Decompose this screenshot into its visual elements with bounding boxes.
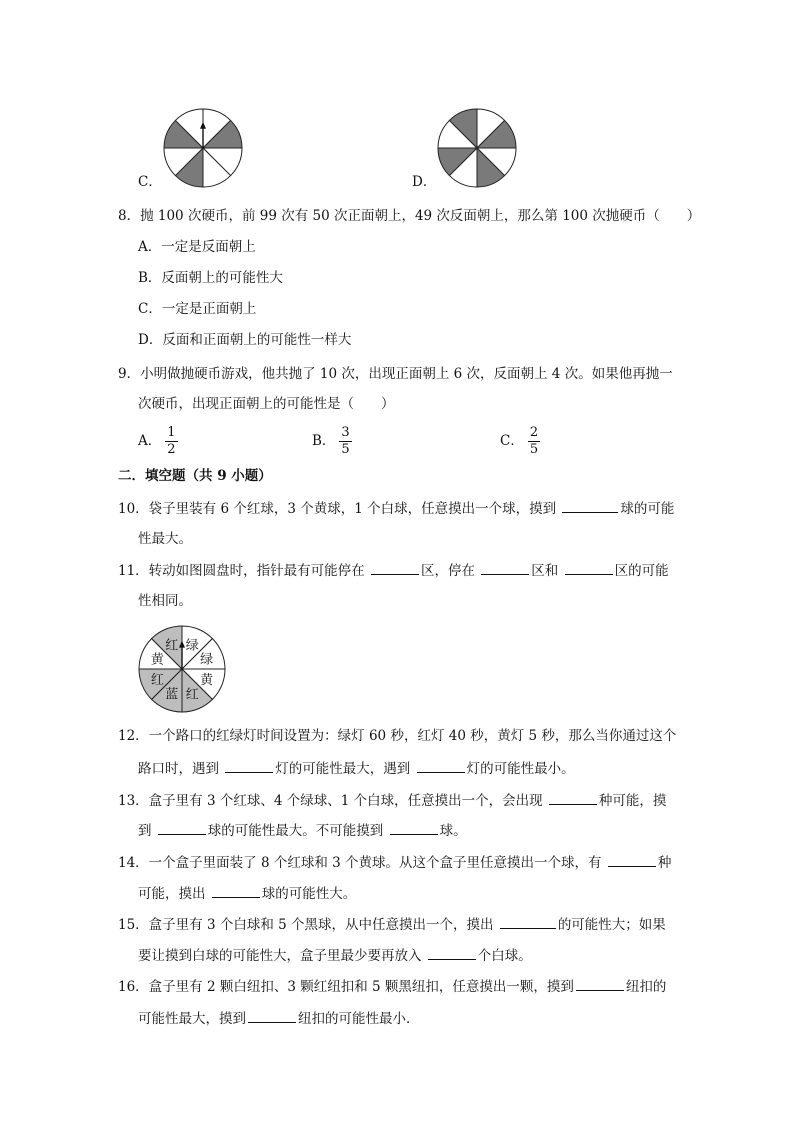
q16-blank-1[interactable]	[576, 976, 624, 991]
fraction-a	[165, 425, 177, 458]
q11-blank-2[interactable]	[481, 560, 529, 575]
wheel-sector-label: 绿	[185, 638, 199, 654]
q16-text-4: 纽扣的可能性最小．	[298, 1011, 420, 1027]
q14-blank-2[interactable]	[212, 883, 260, 898]
fraction-b	[339, 425, 351, 458]
q14-text-1: 14．一个盒子里面装了 8 个红球和 3 个黄球。从这个盒子里任意摸出一个球，有	[118, 855, 606, 871]
option-d-label: D．	[412, 174, 437, 190]
fraction-a-numerator: 1	[167, 425, 176, 440]
q13-text-5: 球。	[439, 823, 467, 839]
q16-text-1: 16．盒子里有 2 颗白纽扣、3 颗红纽扣和 5 颗黑纽扣，任意摸出一颗，摸到	[118, 979, 574, 995]
q16-blank-2[interactable]	[248, 1008, 296, 1023]
q13-text-4: 球的可能性最大。不可能摸到	[207, 823, 388, 839]
q11-line2: 性相同。	[138, 593, 192, 609]
fraction-c-denominator: 5	[529, 442, 539, 457]
q11-blank-1[interactable]	[371, 560, 419, 575]
q15-text-3: 要让摸到白球的可能性大，盒子里最少要再放入	[138, 948, 426, 964]
q9-option-c	[500, 424, 540, 458]
wheel-sector-label: 黄	[150, 652, 164, 668]
q13-line2	[138, 820, 467, 841]
q13-blank-2[interactable]	[158, 820, 206, 835]
q12-text-4: 灯的可能性最小。	[466, 761, 575, 777]
q9-stem-line2: 次硬币，出现正面朝上的可能性是（ ）	[138, 396, 395, 412]
option-d-wheel	[436, 107, 518, 189]
q10-text-1: 10．袋子里装有 6 个红球，3 个黄球，1 个白球，任意摸出一个球，摸到	[118, 501, 561, 517]
q16-line2	[138, 1008, 420, 1029]
q10-line2: 性最大。	[138, 531, 192, 547]
q15-text-2: 的可能性大；如果	[557, 917, 666, 933]
q11-text-2: 区，停在	[420, 563, 480, 579]
q14-blank-1[interactable]	[608, 852, 656, 867]
option-c-label: C．	[138, 174, 162, 190]
wheel-sector-label: 绿	[200, 652, 214, 668]
wheel-sector-label: 红	[150, 673, 164, 689]
q9-option-a	[138, 424, 178, 458]
q15-text-1: 15．盒子里有 3 个白球和 5 个黑球，从中任意摸出一个，摸出	[118, 917, 498, 933]
q13-text-3: 到	[138, 823, 156, 839]
fraction-b-denominator: 5	[341, 442, 350, 457]
q8-option-c: C．一定是正面朝上	[138, 301, 257, 317]
q11-line1	[118, 560, 669, 581]
q12-line1: 12．一个路口的红绿灯时间设置为：绿灯 60 秒，红灯 40 秒，黄灯 5 秒，那么当你通过这个	[118, 728, 677, 744]
q12-blank-2[interactable]	[417, 758, 465, 773]
q16-text-2: 纽扣的	[625, 979, 667, 995]
q11-text-4: 区的可能	[614, 563, 669, 579]
q16-text-3: 可能性最大，摸到	[138, 1011, 246, 1027]
q8-stem: 8．抛 100 次硬币，前 99 次有 50 次正面朝上，49 次反面朝上，那么第 100 次抛硬币（ ）	[118, 208, 701, 224]
q9-option-a-label: A．	[138, 433, 162, 449]
q12-text-2: 路口时，遇到	[138, 761, 224, 777]
q15-text-4: 个白球。	[477, 948, 532, 964]
q12-line2	[138, 758, 575, 779]
fraction-c	[528, 425, 540, 458]
option-c-wheel	[162, 107, 244, 189]
color-spinner-figure	[137, 624, 227, 714]
q11-blank-3[interactable]	[565, 560, 613, 575]
q15-blank-1[interactable]	[500, 914, 556, 929]
q11-text-3: 区和	[531, 563, 563, 579]
q15-line2	[138, 945, 532, 966]
q9-option-c-label: C．	[500, 433, 524, 449]
q14-line2	[138, 883, 356, 904]
fraction-a-denominator: 2	[167, 442, 176, 457]
q15-blank-2[interactable]	[428, 945, 476, 960]
wheel-sector-label: 蓝	[165, 687, 179, 703]
q11-text-1: 11．转动如图圆盘时，指针最有可能停在	[118, 563, 369, 579]
q13-line1	[118, 790, 666, 811]
q13-blank-1[interactable]	[549, 790, 597, 805]
q15-line1	[118, 914, 666, 935]
q10-line1	[118, 498, 674, 519]
q12-blank-1[interactable]	[225, 758, 273, 773]
wheel-sector-label: 黄	[200, 673, 214, 689]
q10-text-2: 球的可能	[620, 501, 675, 517]
fraction-c-numerator: 2	[529, 425, 539, 440]
q14-line1	[118, 852, 671, 873]
q8-option-a: A．一定是反面朝上	[138, 239, 256, 255]
wheel-sector-label: 红	[165, 638, 179, 654]
section-title: 二．填空题（共 9 小题）	[118, 468, 272, 484]
q8-option-b: B．反面朝上的可能性大	[138, 270, 283, 286]
q14-text-2: 种	[657, 855, 672, 871]
q9-option-b	[312, 424, 352, 458]
wheel-sector-label: 红	[185, 687, 199, 703]
q14-text-3: 可能，摸出	[138, 886, 210, 902]
q12-text-3: 灯的可能性最大，遇到	[275, 761, 415, 777]
q13-blank-3[interactable]	[390, 820, 438, 835]
q14-text-4: 球的可能性大。	[261, 886, 357, 902]
q13-text-1: 13．盒子里有 3 个红球、4 个绿球、1 个白球，任意摸出一个，会出现	[118, 793, 547, 809]
q9-stem-line1: 9．小明做抛硬币游戏，他共抛了 10 次，出现正面朝上 6 次，反面朝上 4 次。如果他再抛一	[118, 366, 673, 382]
q16-line1	[118, 976, 666, 997]
fraction-b-numerator: 3	[341, 425, 350, 440]
q9-option-b-label: B．	[312, 433, 336, 449]
q8-option-d: D．反面和正面朝上的可能性一样大	[138, 332, 352, 348]
q13-text-2: 种可能，摸	[598, 793, 667, 809]
q10-blank[interactable]	[562, 498, 618, 513]
